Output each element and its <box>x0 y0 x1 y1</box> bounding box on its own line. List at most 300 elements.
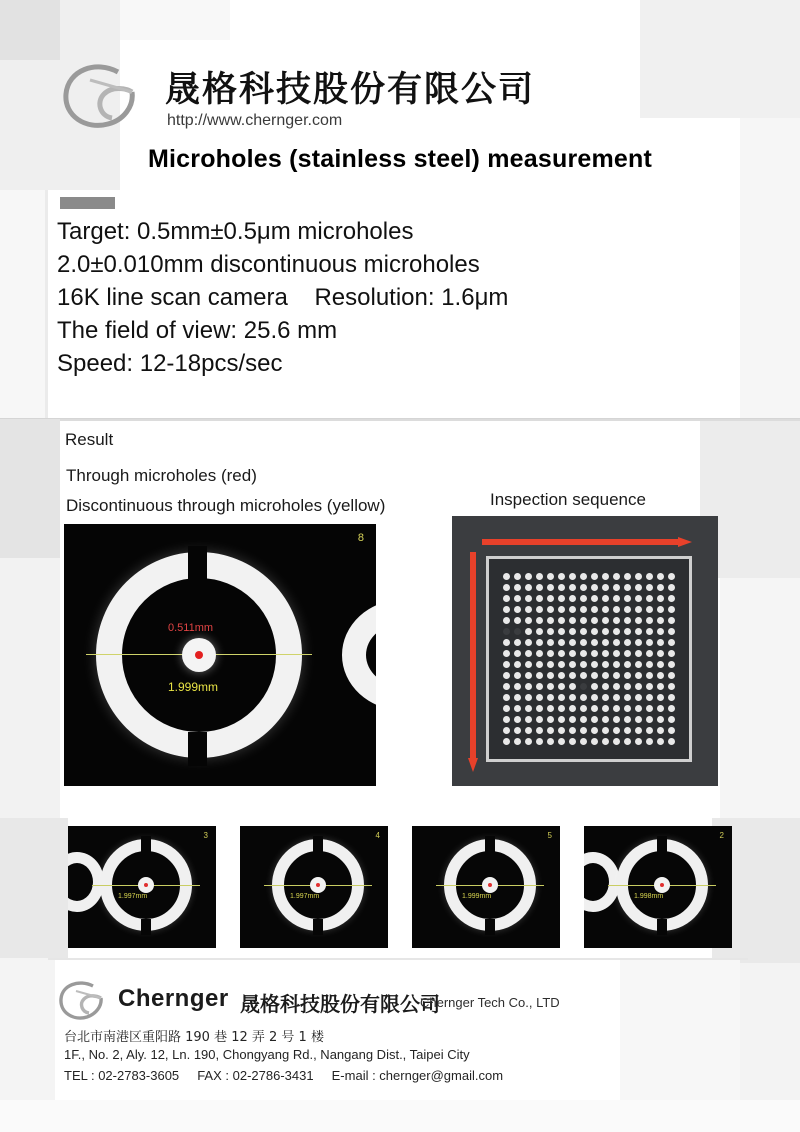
spec-line-fov: The field of view: 25.6 mm <box>57 317 338 344</box>
microhole-dot <box>580 661 587 668</box>
microhole-dot <box>547 716 554 723</box>
microhole-dot <box>547 584 554 591</box>
microhole-dot <box>635 661 642 668</box>
microhole-dot <box>646 639 653 646</box>
microhole-dot <box>646 705 653 712</box>
spec-accent-bar <box>60 197 115 209</box>
microhole-dot <box>569 683 576 690</box>
microhole-dot <box>569 639 576 646</box>
thumbnail-measurement-label: 1.999mm <box>462 893 492 900</box>
microhole-dot <box>525 716 532 723</box>
microhole-dot <box>569 705 576 712</box>
microhole-dot <box>668 595 675 602</box>
microhole-dot <box>646 573 653 580</box>
microhole-dot <box>503 650 510 657</box>
microhole-dot <box>503 738 510 745</box>
microhole-dot <box>514 716 521 723</box>
microhole-dot <box>558 639 565 646</box>
chernger-swirl-logo-icon <box>58 980 108 1022</box>
microhole-dot <box>668 639 675 646</box>
microhole-dot <box>514 661 521 668</box>
through-microhole-marker <box>144 883 148 887</box>
sequence-arrow-down-icon <box>468 552 478 772</box>
microhole-dot <box>558 628 565 635</box>
microhole-dot <box>635 606 642 613</box>
microhole-dot <box>657 694 664 701</box>
microhole-dot <box>668 694 675 701</box>
microhole-dot <box>646 617 653 624</box>
microhole-dot <box>536 738 543 745</box>
microhole-dot <box>624 661 631 668</box>
microhole-dot <box>591 672 598 679</box>
microhole-dot <box>646 738 653 745</box>
microhole-dot <box>635 628 642 635</box>
microhole-dot <box>668 573 675 580</box>
microhole-dot <box>668 738 675 745</box>
thumbnail-index-label: 3 <box>203 831 208 840</box>
ring-gap-top <box>141 836 151 852</box>
ring-gap-top <box>188 546 207 580</box>
microhole-dot <box>547 672 554 679</box>
microhole-dot <box>536 694 543 701</box>
microhole-dot <box>514 738 521 745</box>
microhole-dot <box>514 672 521 679</box>
microhole-dot <box>591 705 598 712</box>
microhole-dot <box>514 683 521 690</box>
microhole-dot <box>668 672 675 679</box>
bga-board-shape <box>486 556 692 762</box>
microhole-dot <box>624 584 631 591</box>
microhole-dot <box>536 639 543 646</box>
microhole-dot <box>657 727 664 734</box>
microhole-dot <box>591 595 598 602</box>
microhole-dot <box>624 606 631 613</box>
microhole-dot <box>635 617 642 624</box>
microhole-dot <box>646 661 653 668</box>
microhole-dot <box>635 683 642 690</box>
microhole-dot <box>602 727 609 734</box>
microhole-dot <box>536 661 543 668</box>
microhole-dot <box>525 617 532 624</box>
microhole-dot <box>635 584 642 591</box>
microhole-dot <box>646 727 653 734</box>
microhole-dot <box>569 672 576 679</box>
microhole-dot <box>558 595 565 602</box>
footer-address-cn: 台北市南港区重阳路 190 巷 12 弄 2 号 1 楼 <box>64 1030 324 1045</box>
spec-line-speed: Speed: 12-18pcs/sec <box>57 350 283 377</box>
microhole-dot <box>547 683 554 690</box>
microhole-dot <box>580 617 587 624</box>
microhole-dot <box>668 606 675 613</box>
microhole-dot <box>657 584 664 591</box>
microhole-dot <box>657 595 664 602</box>
microhole-dot <box>503 584 510 591</box>
microhole-dot <box>613 683 620 690</box>
microhole-dot <box>547 606 554 613</box>
spec-line-target: Target: 0.5mm±0.5μm microholes <box>57 218 414 245</box>
microhole-dot <box>624 738 631 745</box>
microhole-dot <box>536 727 543 734</box>
microhole-dot <box>602 672 609 679</box>
microhole-dot <box>525 628 532 635</box>
microhole-dot <box>558 617 565 624</box>
microhole-dot <box>657 606 664 613</box>
yellow-measurement-label: 1.999mm <box>168 680 219 694</box>
adjacent-ring-shape <box>584 852 620 912</box>
through-microhole-marker <box>660 883 664 887</box>
microhole-dot <box>613 727 620 734</box>
microhole-dot <box>580 595 587 602</box>
ring-gap-bottom <box>141 919 151 935</box>
microhole-dot <box>657 573 664 580</box>
microhole-dot <box>536 716 543 723</box>
microhole-dot <box>668 584 675 591</box>
microhole-dot <box>602 595 609 602</box>
microhole-dot <box>602 650 609 657</box>
microhole-dot <box>503 573 510 580</box>
microhole-dot <box>580 584 587 591</box>
microhole-dot <box>514 727 521 734</box>
microhole-dot <box>525 694 532 701</box>
microhole-dot <box>624 628 631 635</box>
microhole-dot <box>657 661 664 668</box>
microhole-dot <box>635 738 642 745</box>
microhole-dot <box>525 661 532 668</box>
adjacent-ring-shape <box>342 600 376 710</box>
microhole-dot <box>503 672 510 679</box>
microhole-dot <box>514 617 521 624</box>
microhole-dot <box>635 672 642 679</box>
microhole-dot <box>602 584 609 591</box>
thumbnail-index-label: 4 <box>375 831 380 840</box>
microhole-dot <box>591 683 598 690</box>
microhole-dot <box>646 606 653 613</box>
microhole-dot <box>536 617 543 624</box>
microhole-dot <box>657 705 664 712</box>
footer-brand-name: Chernger <box>118 985 229 1012</box>
microhole-dot <box>657 617 664 624</box>
microhole-dot <box>602 705 609 712</box>
microhole-dot <box>536 672 543 679</box>
microhole-dot <box>580 573 587 580</box>
microhole-dot <box>503 716 510 723</box>
microhole-dot <box>547 573 554 580</box>
microhole-dot <box>602 606 609 613</box>
through-microhole-marker <box>488 883 492 887</box>
microhole-dot <box>503 683 510 690</box>
microhole-dot <box>569 738 576 745</box>
page-title: Microholes (stainless steel) measurement <box>147 145 653 173</box>
microhole-dot <box>591 573 598 580</box>
microhole-dot <box>580 694 587 701</box>
microhole-dot <box>591 727 598 734</box>
microhole-dot <box>646 628 653 635</box>
microhole-dot <box>591 738 598 745</box>
microhole-dot <box>558 727 565 734</box>
microhole-dot <box>624 694 631 701</box>
microhole-dot <box>646 595 653 602</box>
thumbnail-item[interactable] <box>584 826 732 948</box>
microhole-dot <box>558 683 565 690</box>
microhole-dot <box>514 628 521 635</box>
microhole-dot <box>635 573 642 580</box>
thumbnail-index-label: 2 <box>719 831 724 840</box>
microhole-dot <box>668 716 675 723</box>
microhole-dot <box>569 694 576 701</box>
microhole-dot <box>536 573 543 580</box>
legend-through-microholes: Through microholes (red) <box>66 466 257 485</box>
microhole-dot <box>569 617 576 624</box>
footer-contact-info: TEL : 02-2783-3605 FAX : 02-2786-3431 E-mail : chernger@gmail.com <box>64 1068 504 1083</box>
microhole-dot <box>613 584 620 591</box>
microhole-dot <box>514 584 521 591</box>
microhole-dot <box>569 606 576 613</box>
microhole-dot <box>668 617 675 624</box>
microhole-dot <box>558 606 565 613</box>
microhole-dot <box>558 661 565 668</box>
microhole-dot <box>646 650 653 657</box>
microhole-dot <box>569 650 576 657</box>
microhole-dot <box>580 628 587 635</box>
microhole-dot <box>591 650 598 657</box>
microhole-dot <box>646 672 653 679</box>
microhole-dot <box>668 727 675 734</box>
microhole-dot <box>591 661 598 668</box>
microhole-dot <box>580 683 587 690</box>
ring-gap-bottom <box>188 732 207 766</box>
microhole-dot <box>613 705 620 712</box>
microhole-dot <box>591 606 598 613</box>
thumbnail-index-label: 5 <box>547 831 552 840</box>
ring-gap-bottom <box>313 919 323 935</box>
microhole-dot <box>536 584 543 591</box>
ring-gap-top <box>485 836 495 852</box>
thumbnail-item[interactable] <box>68 826 216 948</box>
microhole-dot <box>503 661 510 668</box>
inspection-sequence-image <box>452 516 718 786</box>
microhole-dot <box>503 639 510 646</box>
page-footer <box>0 968 800 1132</box>
microhole-dot <box>668 683 675 690</box>
microhole-dot <box>613 628 620 635</box>
microhole-dot <box>646 716 653 723</box>
microhole-dot <box>547 639 554 646</box>
microhole-dot <box>558 584 565 591</box>
microhole-dot <box>668 705 675 712</box>
microhole-dot <box>613 639 620 646</box>
microhole-dot <box>503 705 510 712</box>
microhole-dot <box>525 650 532 657</box>
company-website-url[interactable]: http://www.chernger.com <box>167 112 343 129</box>
microhole-dot <box>525 639 532 646</box>
microhole-dot <box>525 606 532 613</box>
microhole-dot <box>646 694 653 701</box>
microhole-dot <box>613 716 620 723</box>
microhole-dot <box>580 705 587 712</box>
microhole-dot <box>536 606 543 613</box>
microhole-dot <box>635 705 642 712</box>
microhole-dot <box>591 694 598 701</box>
microhole-dot <box>569 584 576 591</box>
microhole-dot <box>668 650 675 657</box>
microhole-dot <box>547 595 554 602</box>
thumbnail-item[interactable] <box>240 826 388 948</box>
microhole-dot <box>558 716 565 723</box>
main-inspection-image <box>64 524 376 786</box>
microhole-dot <box>580 606 587 613</box>
microhole-dot <box>668 661 675 668</box>
microhole-dot <box>569 573 576 580</box>
microhole-dot <box>624 595 631 602</box>
microhole-dot <box>624 727 631 734</box>
page-header <box>0 0 800 190</box>
inspection-sequence-heading: Inspection sequence <box>490 490 646 509</box>
microhole-dot <box>558 573 565 580</box>
microhole-dot <box>569 661 576 668</box>
microhole-dot <box>613 672 620 679</box>
microhole-dot <box>635 727 642 734</box>
microhole-dot <box>525 705 532 712</box>
microhole-dot <box>580 716 587 723</box>
microhole-dot <box>503 606 510 613</box>
legend-discontinuous-microholes: Discontinuous through microholes (yellow) <box>66 496 386 515</box>
ring-gap-top <box>657 836 667 852</box>
microhole-dot <box>525 595 532 602</box>
microhole-dot <box>514 639 521 646</box>
microhole-dot <box>624 705 631 712</box>
through-microhole-marker <box>316 883 320 887</box>
microhole-dot <box>602 628 609 635</box>
microhole-dot <box>558 738 565 745</box>
microhole-dot <box>657 738 664 745</box>
microhole-dot <box>602 683 609 690</box>
microhole-dot <box>668 628 675 635</box>
microhole-dot <box>580 639 587 646</box>
microhole-dot <box>657 672 664 679</box>
microhole-dot <box>657 628 664 635</box>
microhole-dot <box>657 650 664 657</box>
microhole-dot <box>613 595 620 602</box>
microhole-dot <box>547 628 554 635</box>
thumbnail-measurement-label: 1.998mm <box>634 893 664 900</box>
microhole-dot <box>613 573 620 580</box>
company-name-cn: 晟格科技股份有限公司 <box>165 70 536 110</box>
image-index-label: 8 <box>357 532 364 544</box>
microhole-dot <box>536 628 543 635</box>
microhole-dot <box>514 606 521 613</box>
microhole-dot <box>624 650 631 657</box>
microhole-dot <box>569 727 576 734</box>
microhole-dot <box>503 595 510 602</box>
microhole-dot <box>624 672 631 679</box>
microhole-dot <box>514 595 521 602</box>
microhole-dot <box>580 738 587 745</box>
footer-company-legal-name: Chernger Tech Co., LTD <box>420 995 560 1010</box>
microhole-dot <box>525 738 532 745</box>
microhole-dot <box>657 716 664 723</box>
result-heading: Result <box>65 430 114 449</box>
microhole-dot <box>624 716 631 723</box>
microhole-dot <box>591 617 598 624</box>
microhole-dot <box>613 694 620 701</box>
red-measurement-label: 0.511mm <box>168 622 214 634</box>
microhole-dot <box>514 705 521 712</box>
microhole-dot <box>547 727 554 734</box>
microhole-dot <box>525 584 532 591</box>
microhole-dot <box>624 617 631 624</box>
microhole-dot <box>613 661 620 668</box>
microhole-dot <box>613 650 620 657</box>
microhole-dot <box>525 683 532 690</box>
microhole-dot <box>536 705 543 712</box>
microhole-dot <box>580 650 587 657</box>
microhole-dot <box>569 716 576 723</box>
microhole-dot <box>591 639 598 646</box>
microhole-dot <box>580 727 587 734</box>
microhole-dot <box>547 705 554 712</box>
microhole-dot <box>613 617 620 624</box>
microhole-dot <box>558 650 565 657</box>
microhole-dot <box>635 595 642 602</box>
microhole-dot <box>525 573 532 580</box>
microhole-dot <box>657 683 664 690</box>
microhole-dot <box>525 672 532 679</box>
microhole-dot <box>635 716 642 723</box>
microhole-dot <box>602 694 609 701</box>
ring-gap-top <box>313 836 323 852</box>
ring-gap-bottom <box>657 919 667 935</box>
microhole-dot <box>547 661 554 668</box>
microhole-dot <box>646 584 653 591</box>
microhole-grid <box>501 571 677 747</box>
microhole-dot <box>525 727 532 734</box>
adjacent-ring-shape <box>68 852 104 912</box>
microhole-dot <box>602 716 609 723</box>
microhole-dot <box>591 584 598 591</box>
microhole-dot <box>503 694 510 701</box>
microhole-dot <box>602 661 609 668</box>
microhole-dot <box>547 617 554 624</box>
microhole-dot <box>569 628 576 635</box>
microhole-dot <box>547 650 554 657</box>
microhole-dot <box>657 639 664 646</box>
thumbnail-strip <box>68 826 732 948</box>
microhole-dot <box>580 672 587 679</box>
microhole-dot <box>536 683 543 690</box>
microhole-dot <box>624 639 631 646</box>
specification-list <box>57 215 737 380</box>
microhole-dot <box>514 650 521 657</box>
thumbnail-measurement-label: 1.997mm <box>290 893 320 900</box>
microhole-dot <box>613 738 620 745</box>
footer-address-en: 1F., No. 2, Aly. 12, Ln. 190, Chongyang Rd., Nangang Dist., Taipei City <box>64 1047 470 1062</box>
microhole-dot <box>646 683 653 690</box>
microhole-dot <box>547 738 554 745</box>
microhole-dot <box>602 573 609 580</box>
microhole-dot <box>503 628 510 635</box>
microhole-dot <box>624 573 631 580</box>
microhole-dot <box>602 617 609 624</box>
spec-line-discontinuous: 2.0±0.010mm discontinuous microholes <box>57 251 480 278</box>
ring-gap-bottom <box>485 919 495 935</box>
microhole-dot <box>613 606 620 613</box>
microhole-dot <box>514 573 521 580</box>
thumbnail-item[interactable] <box>412 826 560 948</box>
microhole-dot <box>536 595 543 602</box>
microhole-dot <box>547 694 554 701</box>
thumbnail-measurement-label: 1.997mm <box>118 893 148 900</box>
microhole-dot <box>635 694 642 701</box>
